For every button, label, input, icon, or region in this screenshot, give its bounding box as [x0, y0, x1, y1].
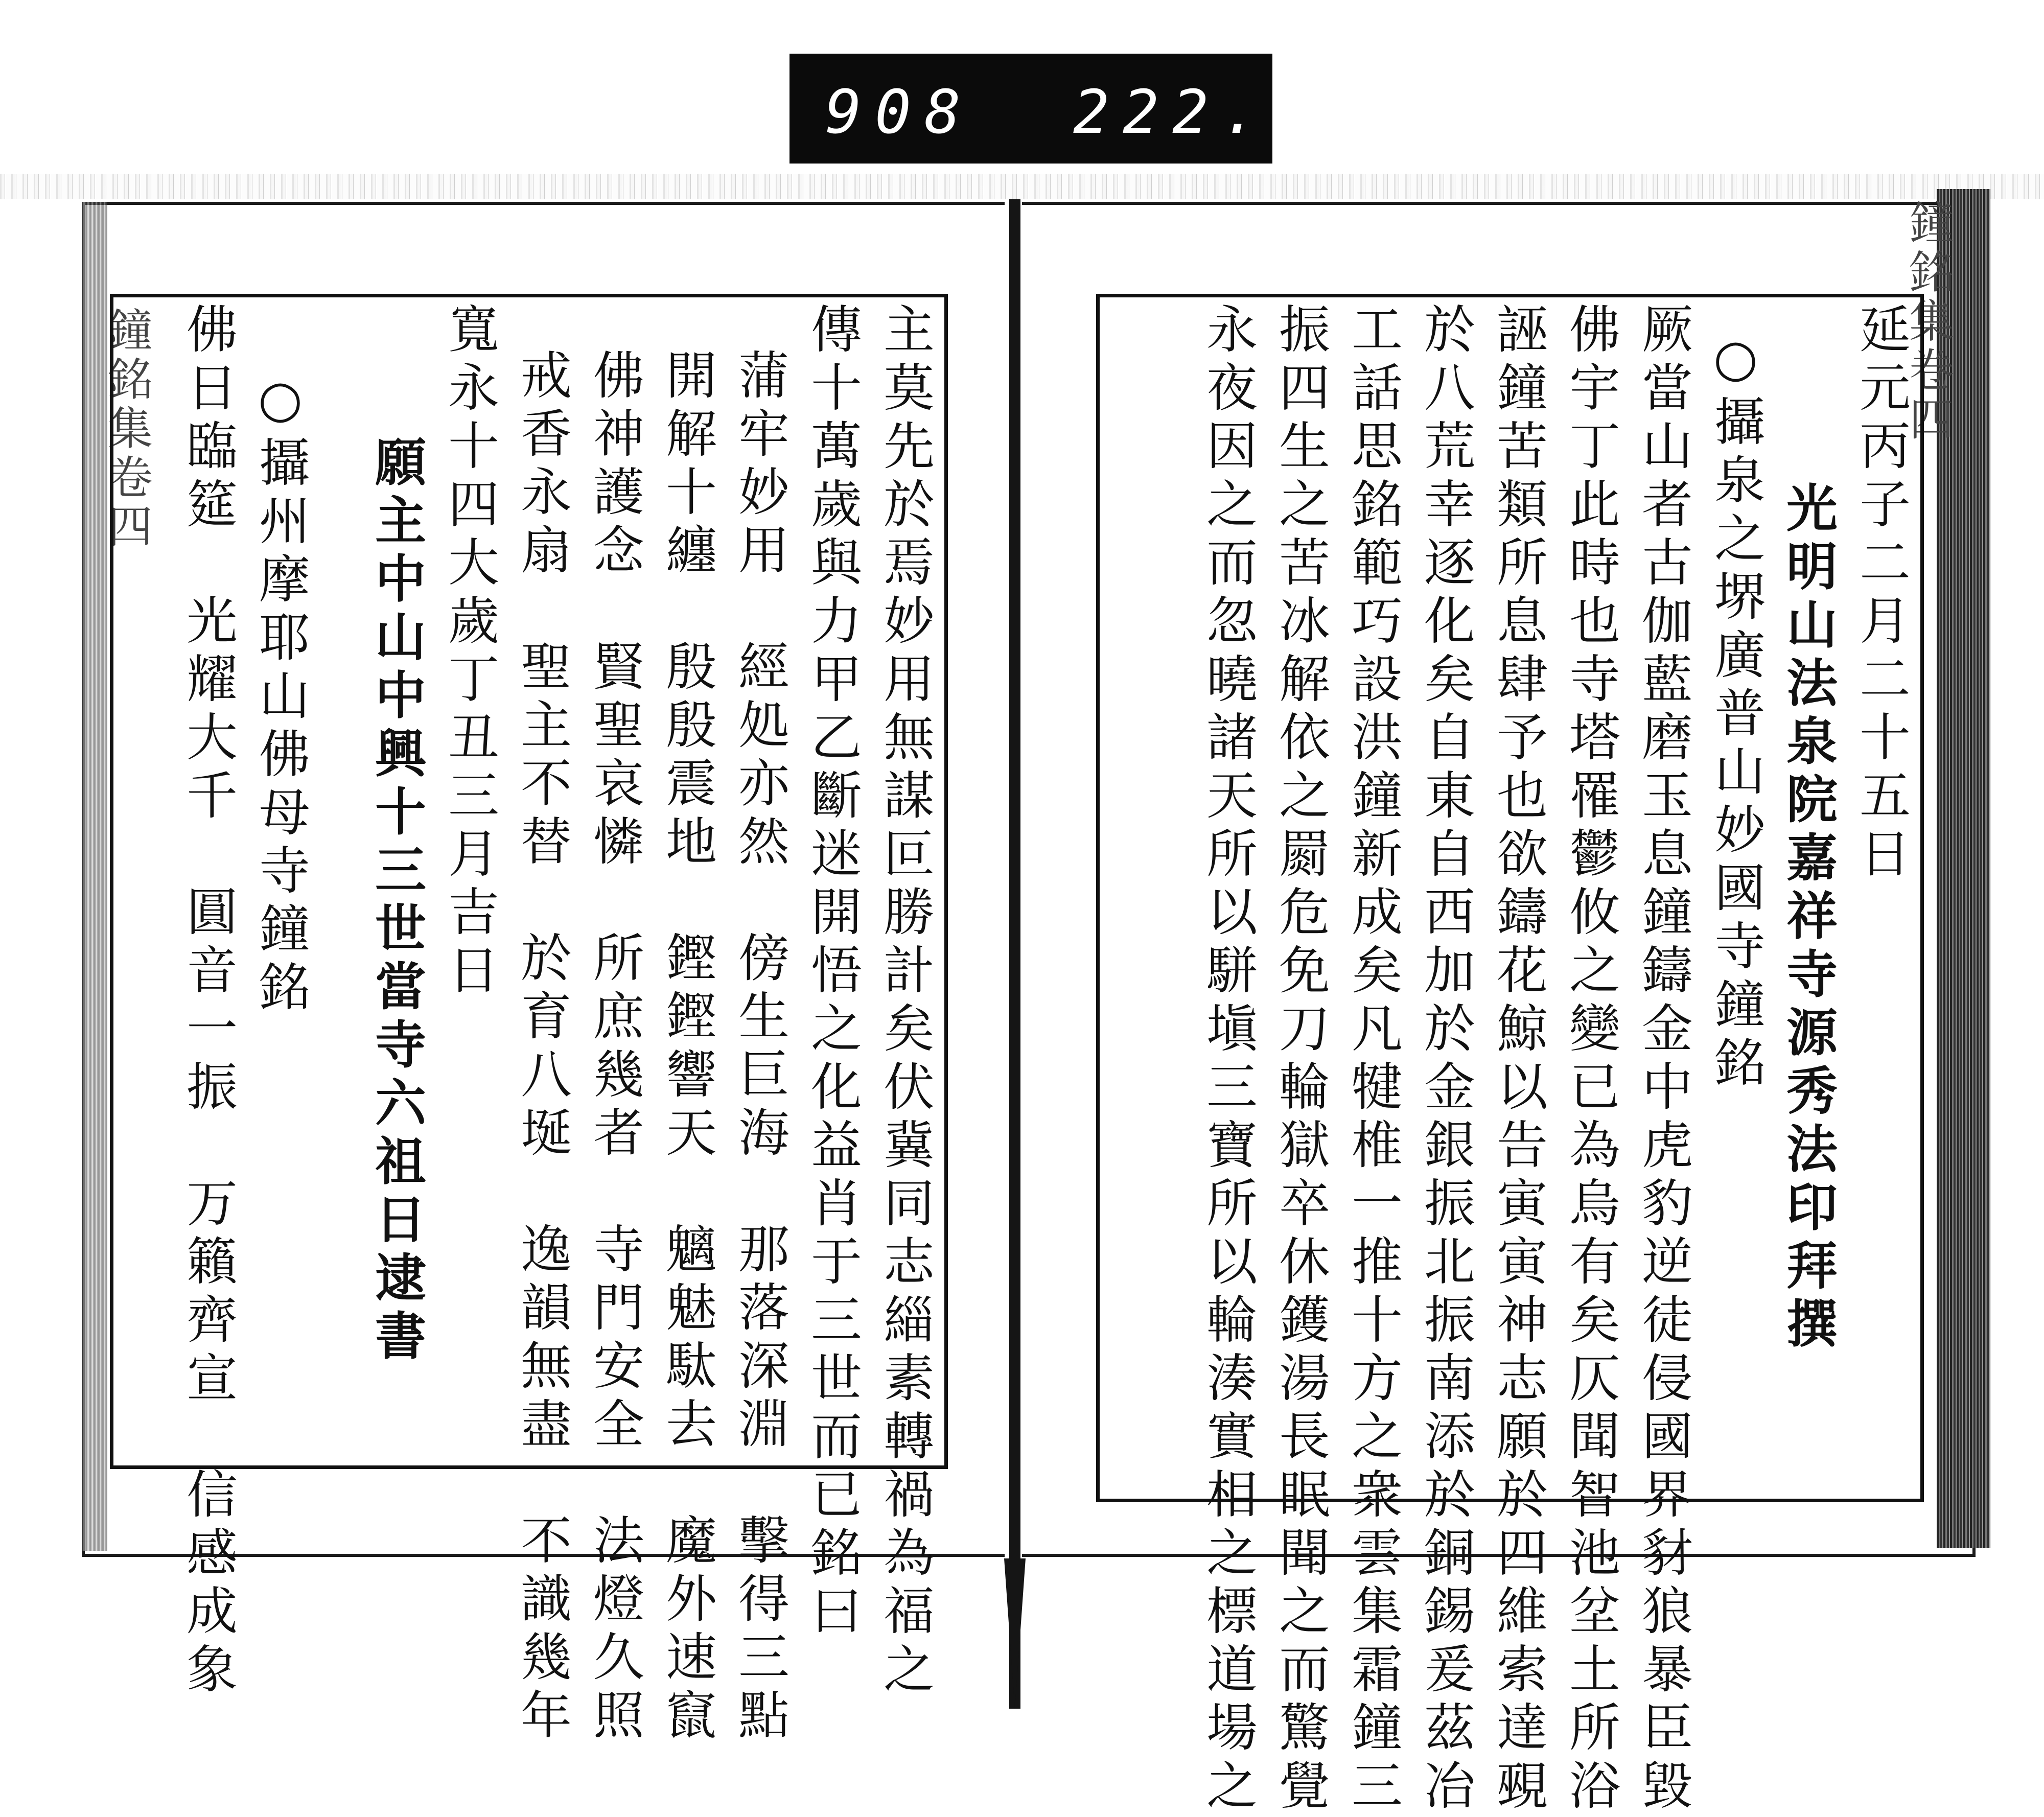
right-text-column: 光明山法泉院嘉祥寺源秀法印拜撰: [1778, 481, 1838, 1355]
scan-noise-strip: [0, 174, 2044, 199]
right-text-column: 永夜因之而忽曉諸天所以駢塡三寶所以輪湊實相之標道場之: [1198, 302, 1258, 1817]
right-text-column: 延元丙子二月二十五日: [1851, 302, 1911, 885]
left-text-column: 願主中山中興十三世當寺六祖日逮書: [366, 435, 427, 1367]
right-text-column: 佛宇丁此時也寺塔罹鬱攸之變已為烏有矣仄聞智池坌土所浴: [1561, 302, 1620, 1817]
left-text-column: 主莫先於焉妙用無謀叵勝計矣伏冀同志緇素轉禍為福之: [875, 302, 935, 1700]
right-text-column: ○攝泉之堺廣普山妙國寺鐘銘: [1706, 328, 1766, 1094]
left-text-column: 佛日臨筵 光耀大千 圓音一振 万籟齊宣 信感成象: [178, 302, 238, 1700]
right-page-gutter-title: 鐘銘集卷四: [1902, 199, 1955, 445]
book-spine-tip: [1004, 1558, 1026, 1709]
left-text-column: 蒲牢妙用 經処亦然 傍生巨海 那落深淵 擊得三點: [730, 348, 789, 1746]
right-page-frame: [1096, 294, 1924, 1817]
right-text-column: 誣鐘苦類所息肆予也欲鑄花鯨以告寅寅神志願於四維索達覡: [1488, 302, 1548, 1817]
book-spine: [1009, 199, 1020, 1709]
frame-counter-label: [789, 54, 1272, 164]
left-page-gutter-title: 鐘銘集卷四: [101, 307, 153, 552]
left-text-column: 戒香永扇 聖主不替 於育八埏 逸韻無盡 不識幾年: [512, 348, 572, 1746]
right-text-column: 振四生之苦冰解依之罽危免刀輪獄卒休鑊湯長眠聞之而驚覺: [1270, 302, 1330, 1817]
right-text-column: 工話思銘範巧設洪鐘新成矣凡犍椎一推十方之衆雲集霜鐘三: [1343, 302, 1403, 1817]
left-text-column: 佛神護念 賢聖哀憐 所庶幾者 寺門安全 法燈久照: [585, 348, 644, 1746]
right-text-column: 於八荒幸逐化矣自東自西加於金銀振北振南添於銅錫爰茲冶: [1415, 302, 1475, 1817]
right-text-column: 厥當山者古伽藍磨玉息鐘鑄金中虎豹逆徒侵國界豺狼暴臣毀: [1633, 302, 1693, 1817]
reel-number: 908: [825, 77, 974, 147]
frame-number: 222.: [1073, 77, 1272, 147]
left-text-column: 開解十纏 殷殷震地 鏗鏗響天 魑魅駄去 魔外速竄: [657, 348, 717, 1746]
left-text-column: 寬永十四大歲丁丑三月吉日: [439, 302, 499, 1001]
left-text-column: 傳十萬歲與力甲乙斷迷開悟之化益肖于三世而已銘曰: [802, 302, 862, 1642]
left-page-frame: [110, 294, 948, 1746]
left-text-column: ○攝州摩耶山佛母寺鐘銘: [250, 369, 310, 1018]
